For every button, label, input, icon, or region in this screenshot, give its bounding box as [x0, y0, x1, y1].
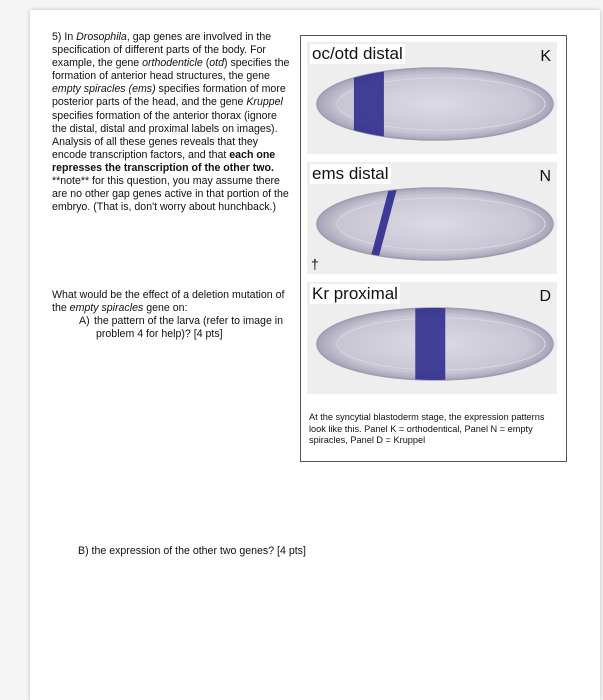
- panel-label: oc/otd distal: [312, 44, 403, 63]
- stain-band: [415, 302, 445, 392]
- panel-k: [307, 42, 557, 154]
- panel-n: [307, 162, 557, 274]
- part-b-question: B) the expression of the other two genes? [4 pts]: [78, 545, 306, 557]
- stain-band: [354, 62, 384, 152]
- organism-name: Drosophila: [76, 31, 127, 43]
- part-a-text: the pattern of the larva (refer to image in problem 4 for help)? [4 pts]: [94, 315, 284, 340]
- key-statement: each one represses the transcription of the other two.: [52, 148, 276, 174]
- document-page: [30, 10, 600, 700]
- embryo-body: [317, 68, 553, 140]
- embryo-body: [317, 188, 553, 260]
- panel-label: Kr proximal: [312, 284, 398, 303]
- panel-label: ems distal: [312, 164, 389, 183]
- panel-letter: N: [539, 168, 551, 185]
- note-text: **note** for this question, you may assume there are no other gap genes active in that portion of the embryo. (That is, don't worry about hunchback.): [52, 175, 289, 214]
- panel-letter: D: [539, 288, 551, 305]
- side-mark: †: [311, 256, 319, 272]
- question-number: 5): [52, 31, 62, 43]
- panel-letter: K: [540, 48, 551, 65]
- part-a-question: [79, 315, 312, 341]
- figure-caption: At the syncytial blastoderm stage, the expression patterns look like this. Panel K = orthodentical, Panel N = empty spiracles, Panel D = Kruppel: [309, 412, 545, 445]
- embryo-figure: [300, 35, 567, 462]
- part-a-label: A): [79, 315, 90, 327]
- question-text: 5) In Drosophila, gap genes are involved in the specification of different parts of the body. For example, the gene orthodenticle (otd) specifies the formation of anterior head structures, the gene empty spiracles (ems) specifies formation of more posterior parts of the head, and the gene Kruppel specifies formation of the anterior thorax (ignore the distal, distal and proximal labels on images). Analysis of all these genes reveals that they encode transcription factors, and that each one represses the transcription of the other two. **note** for this question, you may assume there are no other gap genes active in that portion of the embryo. (That is, don't worry about hunchback.): [52, 31, 290, 214]
- panel-d: [307, 282, 557, 394]
- part-a-lead: What would be the effect of a deletion mutation of the empty spiracles gene on:: [52, 289, 285, 314]
